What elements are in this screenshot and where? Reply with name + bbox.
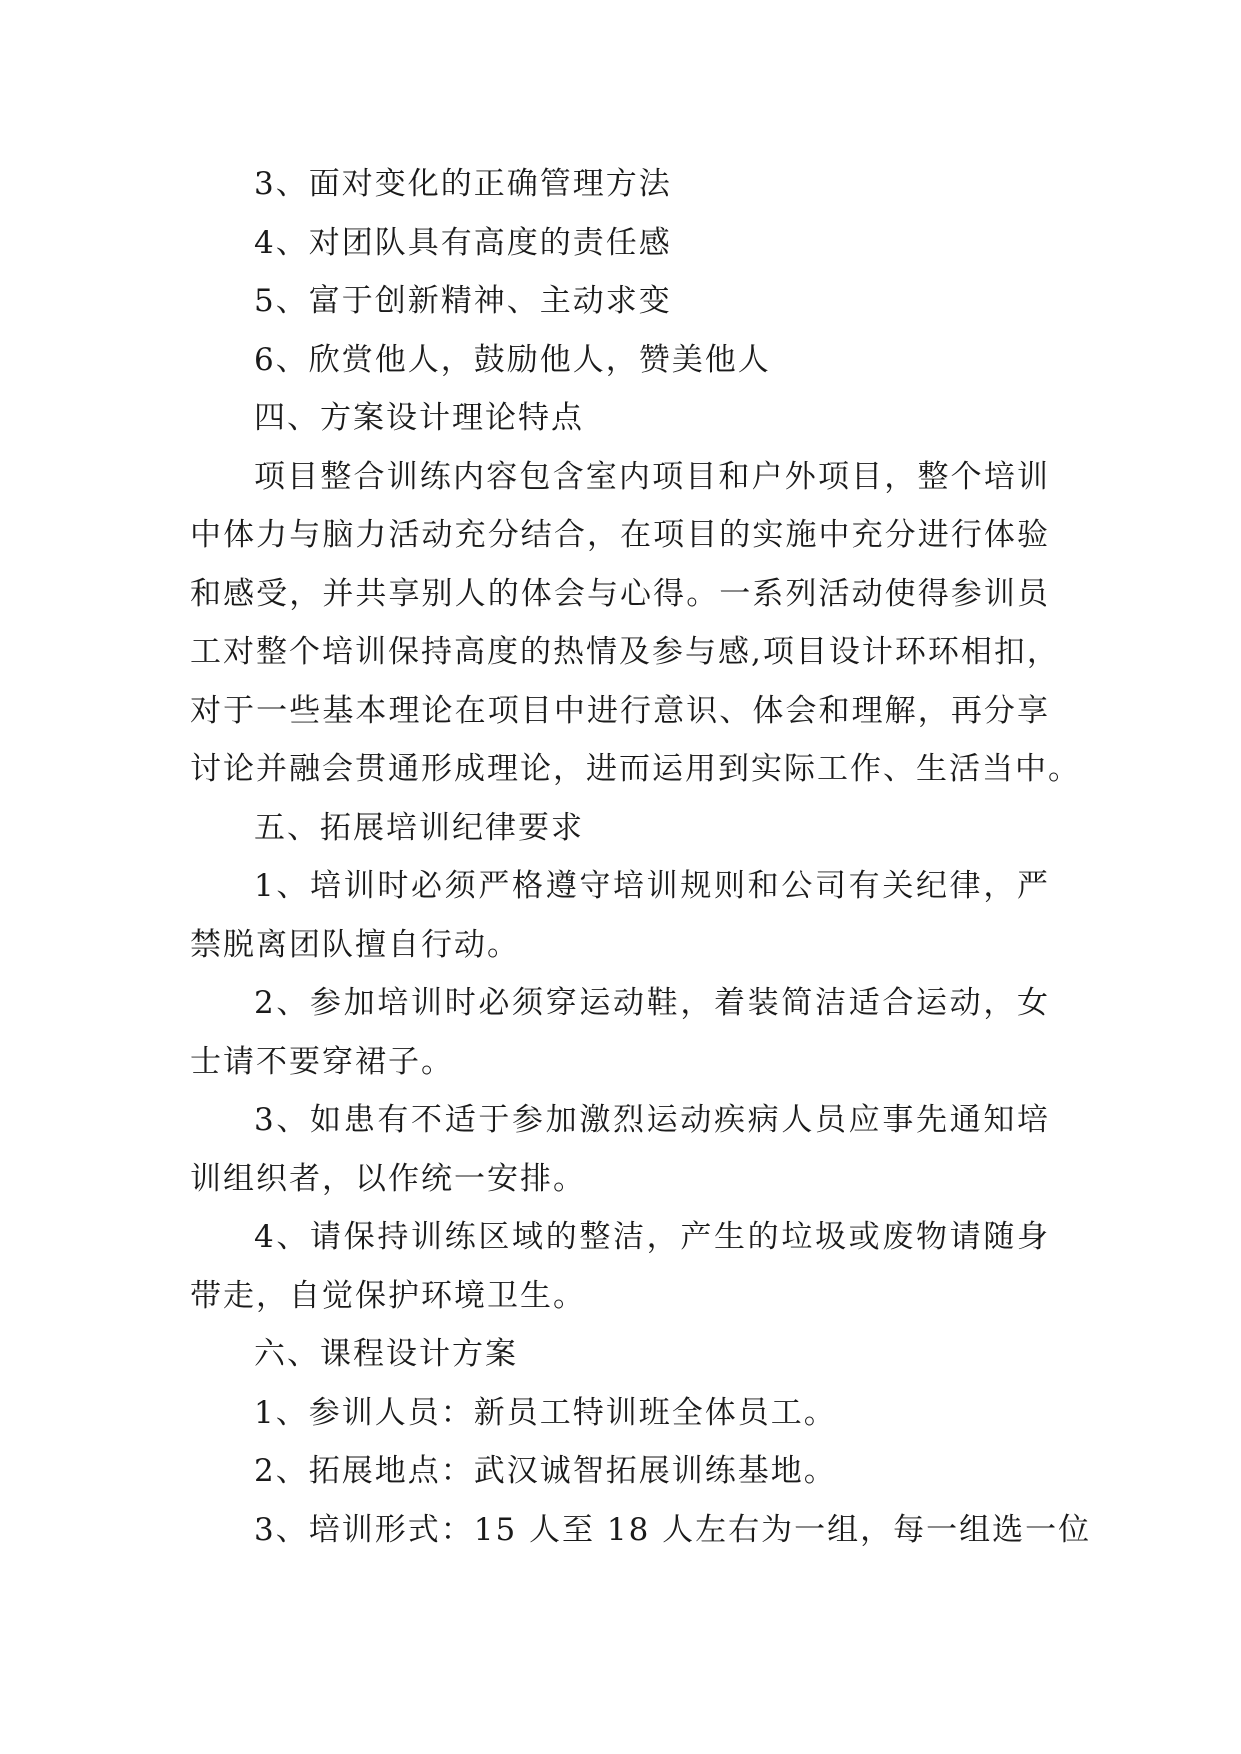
paragraph-line: 和感受，并共享别人的体会与心得。一系列活动使得参训员 xyxy=(190,575,1050,612)
paragraph-line: 工对整个培训保持高度的热情及参与感,项目设计环环相扣， xyxy=(190,634,1060,670)
plan-item-2: 2、拓展地点：武汉诚智拓展训练基地。 xyxy=(254,1453,837,1489)
list-item-6: 6、欣赏他人，鼓励他人，赞美他人 xyxy=(254,341,771,378)
paragraph-line: 对于一些基本理论在项目中进行意识、体会和理解，再分享 xyxy=(190,692,1050,729)
list-item-5: 5、富于创新精神、主动求变 xyxy=(254,283,672,319)
rule-item-4: 4、请保持训练区域的整洁，产生的垃圾或废物请随身 xyxy=(254,1219,1050,1255)
list-item-3: 3、面对变化的正确管理方法 xyxy=(254,166,672,202)
rule-item-2: 2、参加培训时必须穿运动鞋，着装简洁适合运动，女 xyxy=(254,985,1050,1021)
section-heading-6: 六、课程设计方案 xyxy=(254,1336,518,1372)
rule-item-3: 3、如患有不适于参加激烈运动疾病人员应事先通知培 xyxy=(254,1102,1050,1138)
rule-item-4-cont: 带走，自觉保护环境卫生。 xyxy=(190,1277,586,1314)
paragraph-line: 中体力与脑力活动充分结合，在项目的实施中充分进行体验 xyxy=(190,517,1050,553)
paragraph-line: 项目整合训练内容包含室内项目和户外项目，整个培训 xyxy=(254,458,1050,495)
paragraph-line: 讨论并融会贯通形成理论，进而运用到实际工作、生活当中。 xyxy=(190,751,1081,787)
plan-item-1: 1、参训人员：新员工特训班全体员工。 xyxy=(254,1394,837,1431)
document-body xyxy=(190,155,1092,1559)
section-heading-4: 四、方案设计理论特点 xyxy=(254,400,584,436)
rule-item-1-cont: 禁脱离团队擅自行动。 xyxy=(190,926,520,963)
rule-item-1: 1、培训时必须严格遵守培训规则和公司有关纪律，严 xyxy=(254,868,1050,904)
rule-item-2-cont: 士请不要穿裙子。 xyxy=(190,1043,454,1080)
plan-item-3: 3、培训形式：15 人至 18 人左右为一组，每一组选一位 xyxy=(254,1511,1092,1548)
section-heading-5: 五、拓展培训纪律要求 xyxy=(254,809,584,846)
rule-item-3-cont: 训组织者，以作统一安排。 xyxy=(190,1160,586,1197)
list-item-4: 4、对团队具有高度的责任感 xyxy=(254,224,672,261)
